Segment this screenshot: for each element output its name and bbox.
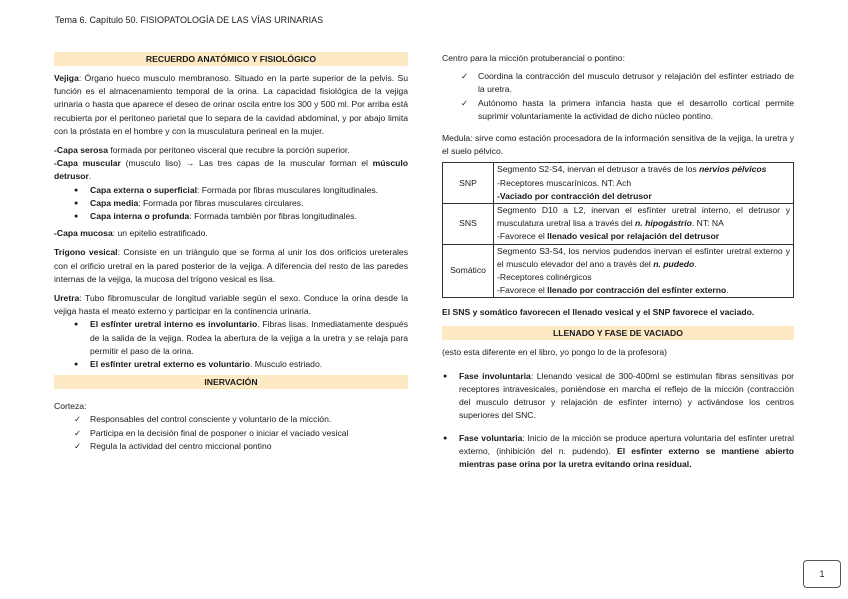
trigono-term: Trígono vesical — [54, 247, 118, 258]
sns-line1: Segmento D10 a L2, inervan el esfínter uretral interno, el detrusor y musculatura uretral lisa a través del — [497, 205, 790, 229]
som-line3-end: . — [726, 285, 729, 296]
vejiga-text: : Órgano hueco musculo membranoso. Situado en la parte superior de la pelvis. Su función es el almacenamiento temporal de la orina. La capacidad fisiológica de la vejiga urinaria o hasta que aparece el deseo de orinar oscila entre los 300 y 500 ml. Por arriba está recubierta por el peritoneo parietal que lo separa de la cavidad abdominal, y por abajo limita con la próstata en el hombre y con la musculatura perineal en la mujer. — [54, 73, 408, 136]
fases-list — [442, 370, 794, 471]
fase-voluntaria-term: Fase voluntaria — [459, 432, 523, 443]
trigono-text: : Consiste en un triángulo que se forma al unir los dos orificios ureterales con el orificio uretral en la pared posterior de la vejiga. A diferencia del resto de las paredes internas de la vejiga, la mucosa del trígono vesical es lisa. — [54, 247, 408, 284]
section-title-llenado: LLENADO Y FASE DE VACIADO — [442, 326, 794, 340]
capa-text: : Formada por fibras musculares circulares. — [138, 197, 304, 208]
esfinter-list — [54, 318, 408, 371]
vejiga-term: Vejiga — [54, 73, 79, 83]
capa-term: Capa media — [90, 197, 139, 208]
medula-text: Medula: sirve como estación procesadora de la información sensitiva de la vejiga, la uretra y el suelo pélvico. — [442, 133, 794, 157]
capa-term: Capa externa o superficial — [90, 184, 197, 195]
muscular-bold: músculo detrusor — [54, 158, 408, 182]
muscular-text: (musculo liso) → Las tres capas de la muscular forman el — [120, 158, 373, 169]
capa-text: : Formada por fibras musculares longitudinales. — [197, 184, 379, 195]
mucosa-text: : un epitelio estratificado. — [112, 228, 208, 239]
snp-desc — [494, 163, 794, 204]
som-line1: Segmento S3-S4, los nervios pudendos inervan el esfínter uretral externo y el musculo elevador del ano a través del — [497, 245, 790, 269]
snp-label: SNP — [443, 163, 494, 204]
muscular-end: . — [88, 171, 92, 182]
centro-label: Centro para la micción protuberancial o pontino: — [442, 53, 625, 63]
section-title-anatomy: RECUERDO ANATÓMICO Y FISIOLÓGICO — [54, 52, 408, 66]
fase-voluntaria-text: : Inicio de la micción se produce apertura voluntaria del esfínter uretral externo, (inhibición del n. pudendo). — [459, 432, 794, 456]
sns-line2-bold: llenado vesical por relajación del detrusor — [547, 231, 720, 242]
sns-nt: . NT: NA — [691, 218, 724, 229]
esfinter-externo-text: . Musculo estriado. — [250, 359, 323, 370]
muscular-line — [54, 157, 408, 183]
som-line3: -Favorece el — [497, 285, 548, 296]
uretra-text: : Tubo fibromuscular de longitud variable según el sexo. Conduce la orina desde la vejiga hasta el meato externo y participar en la continencia urinaria. — [54, 293, 408, 317]
fase-voluntaria-bold: El esfínter externo se mantiene abierto mientras pase orina por la uretra evitando orina residual. — [459, 445, 794, 470]
muscular-term: -Capa muscular — [54, 158, 121, 169]
uretra-term: Uretra — [54, 293, 80, 304]
list-item: ✓ Coordina la contracción del musculo detrusor y relajación del esfínter estriado de la uretra. — [442, 70, 794, 96]
left-column — [54, 52, 408, 457]
snp-nerve: nervios pélvicos — [699, 164, 767, 175]
som-nerve: n. pudedo — [653, 258, 695, 269]
right-column — [442, 52, 794, 480]
snp-line1: Segmento S2-S4, inervan el detrusor a través de los — [497, 164, 700, 175]
sns-line2: -Favorece el — [497, 231, 548, 242]
som-line2: -Receptores colinérgicos — [497, 272, 592, 283]
innervation-table — [442, 162, 794, 298]
esfinter-interno-term: El esfínter uretral interno es involuntario — [90, 319, 258, 330]
sns-desc — [494, 204, 794, 245]
list-item — [54, 210, 408, 223]
list-item — [54, 318, 408, 358]
somatico-desc — [494, 244, 794, 298]
snp-line3: -Vaciado por contracción del detrusor — [497, 190, 652, 201]
list-item: ✓ Autónomo hasta la primera infancia hasta que el desarrollo cortical permite suprimir voluntariamente la actividad de dicho núcleo pontino. — [442, 97, 794, 123]
professor-note: (esto esta diferente en el libro, yo pongo lo de la profesora) — [442, 346, 668, 357]
serosa-line — [54, 144, 408, 157]
capas-list — [54, 184, 408, 224]
vejiga-paragraph — [54, 72, 408, 138]
esfinter-externo-term: El esfínter uretral externo es voluntario — [90, 359, 250, 370]
list-item — [54, 184, 408, 197]
esfinter-interno-text: . Fibras lisas. Inmediatamente después de la salida de la vejiga. Rodea la abertura de la vejiga a la uretra y se relaja para permitir el paso de la orina. — [90, 319, 408, 356]
page-header: Tema 6. Capítulo 50. FISIOPATOLOGÍA DE LAS VÍAS URINARIAS — [55, 15, 324, 25]
table-row — [443, 204, 794, 245]
fase-involuntaria-text: : Llenando vesical de 300-400ml se estimulan fibras sensitivas por receptores intravesicales, poniéndose en marcha el reflejo de la micción (contracción del musculo detrusor y relajación de esfínter interno) y activándose los centros superiores del SNC. — [459, 370, 794, 421]
sns-nerve: n. hipogástrio — [635, 218, 692, 229]
capa-text: : Formada también por fibras longitudinales. — [189, 211, 357, 222]
snp-line2: -Receptores muscarínicos. NT: Ach — [497, 177, 632, 188]
list-item: ✓ Responsables del control consciente y voluntario de la micción. — [54, 413, 408, 426]
list-item: ✓ Participa en la decisión final de posponer o iniciar el vaciado vesical — [54, 427, 408, 440]
som-line1-end: . — [694, 258, 697, 269]
favor-summary: El SNS y somático favorecen el llenado vesical y el SNP favorece el vaciado. — [442, 307, 755, 318]
serosa-text: formada por peritoneo visceral que recubre la porción superior. — [107, 145, 350, 156]
uretra-paragraph — [54, 292, 408, 318]
trigono-paragraph — [54, 246, 408, 286]
list-item — [54, 358, 408, 371]
page-number: 1 — [803, 560, 841, 588]
som-line3-bold: llenado por contracción del esfínter externo — [547, 285, 727, 296]
capa-term: Capa interna o profunda — [90, 211, 190, 222]
somatico-label: Somático — [443, 244, 494, 298]
fase-involuntaria-term: Fase involuntaria — [459, 370, 531, 381]
list-item — [442, 432, 794, 472]
list-item — [54, 197, 408, 210]
table-row — [443, 244, 794, 298]
list-item: ✓ Regula la actividad del centro miccional pontino — [54, 440, 408, 453]
corteza-label: Corteza: — [54, 401, 87, 412]
list-item — [442, 370, 794, 423]
mucosa-line — [54, 227, 408, 240]
centro-list — [442, 70, 794, 123]
section-title-inervacion: INERVACIÓN — [54, 375, 408, 389]
table-row — [443, 163, 794, 204]
corteza-list — [54, 413, 408, 453]
serosa-term: -Capa serosa — [54, 145, 108, 156]
mucosa-term: -Capa mucosa — [54, 228, 113, 239]
sns-label: SNS — [443, 204, 494, 245]
